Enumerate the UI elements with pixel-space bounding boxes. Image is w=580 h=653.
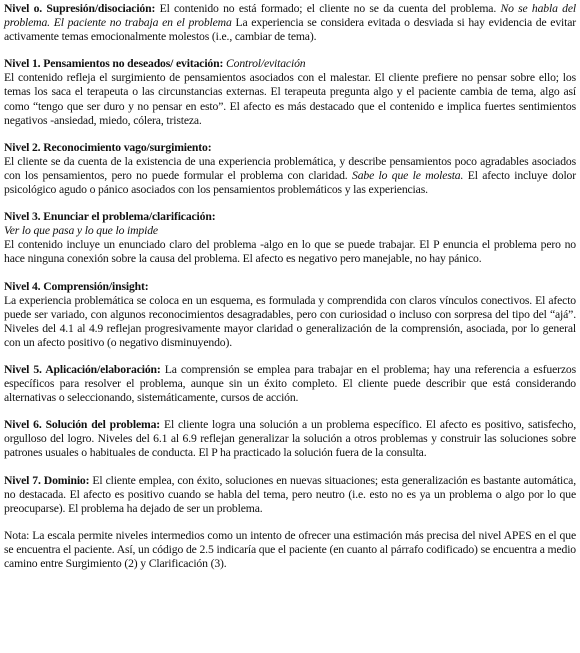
level-1-section [4,57,576,127]
level-0-paragraph [4,2,576,44]
level-4-title: Nivel 4. Comprensión/insight: [4,279,149,293]
level-6-section [4,418,576,460]
level-3-section [4,210,576,266]
level-5-section [4,363,576,405]
level-6-paragraph [4,418,576,460]
level-1-subtitle: Control/evitación [225,57,306,71]
level-1-heading [4,57,576,71]
level-2-body: El cliente se da cuenta de la existencia de una experiencia problemática, y describe pensamientos poco agradables asociados con los pensamientos, pero no puede formular el problema con claridad. Sabe lo que le molesta. El afecto incluye dolor psicológico agudo o pánico asociados con los pensamientos problemáticos y las experiencias. [4,154,576,197]
level-7-section [4,474,576,516]
level-2-section [4,141,576,197]
level-2-title: Nivel 2. Reconocimiento vago/surgimiento: [4,140,212,154]
level-7-paragraph [4,474,576,516]
level-3-title: Nivel 3. Enunciar el problema/clarificación: [4,210,216,224]
footnote: Nota: La escala permite niveles intermedios como un intento de ofrecer una estimación más precisa del nivel APES en el que se encuentra el paciente. Así, un código de 2.5 indicaría que el paciente (en cuanto al párrafo codificado) se encuentra a medio camino entre Surgimiento (2) y Clarificación (3). [4,528,576,570]
level-0-title: Nivel o. Supresión/disociación: [4,2,156,15]
level-5-paragraph [4,363,576,405]
level-7-title: Nivel 7. Dominio: [4,473,90,487]
level-1-title: Nivel 1. Pensamientos no deseados/ evitación: [4,57,224,71]
level-0-body: El contenido no está formado; el cliente no se da cuenta del problema. No se habla del problema. El paciente no trabaja en el problema La experiencia se considera evitada o desviada si hay evidencia de evitar activamente temas emocionalmente molestos (i.e., cambiar de tema). [4,2,576,44]
level-3-subtitle: Ver lo que pasa y lo que lo impide [4,224,158,238]
level-2-body-emphasis: Sabe lo que le molesta. [352,168,464,182]
level-7-body: El cliente emplea, con éxito, soluciones en nuevas situaciones; esta generalización es bastante automática, no destacada. El afecto es positivo cuando se habla del tema, pero neutro (i.e. esto no es ya un problema o algo por lo que preocuparse). El problema ha dejado de ser un problema. [4,473,576,515]
level-4-body: La experiencia problemática se coloca en un esquema, es formulada y comprendida con claros vínculos conectivos. El afecto puede ser variado, con algunos reconocimientos desagradables, pero con curiosidad o incluso con sorpresa del tipo del “ajá”. Niveles del 4.1 al 4.9 reflejan progresivamente mayor claridad o generalización de la comprensión, asociada, por lo general con un afecto positivo (o negativo disminuyendo). [4,293,576,349]
level-6-title: Nivel 6. Solución del problema: [4,418,161,432]
level-0-body-emphasis: No se habla del problema. El paciente no trabaja en el problema [4,2,576,30]
level-5-title: Nivel 5. Aplicación/elaboración: [4,362,161,376]
level-4-section [4,280,576,350]
level-3-body: El contenido incluye un enunciado claro del problema -algo en lo que se puede trabajar. El P enuncia el problema pero no hace ninguna conexión sobre la causa del problema. El afecto es negativo pero manejable, no hay pánico. [4,238,576,266]
level-5-body: La comprensión se emplea para trabajar en el problema; hay una referencia a esfuerzos específicos para resolver el problema, aunque sin un éxito completo. El cliente puede describir que está considerando alternativas o seleccionando, sistemáticamente, cursos de acción. [4,362,576,405]
level-6-body: El cliente logra una solución a un problema específico. El afecto es positivo, satisfecho, orgulloso del logro. Niveles del 6.1 al 6.9 reflejan generalizar la solución a otros problemas y construir las soluciones sobre patrones usuales o habituales de conducta. El P ha practicado la solución fuera de la consulta. [4,418,576,460]
level-0-section [4,2,576,44]
level-1-body: El contenido refleja el surgimiento de pensamientos asociados con el malestar. El cliente prefiere no pensar sobre ello; los temas los saca el terapeuta o las circunstancias externas. El terapeuta pregunta algo y el paciente cambia de tema, algo así como “tengo que ser duro y no pensar en esto”. El afecto es más destacado que el contenido e implica fuertes sentimientos negativos -ansiedad, miedo, cólera, tristeza. [4,71,576,127]
